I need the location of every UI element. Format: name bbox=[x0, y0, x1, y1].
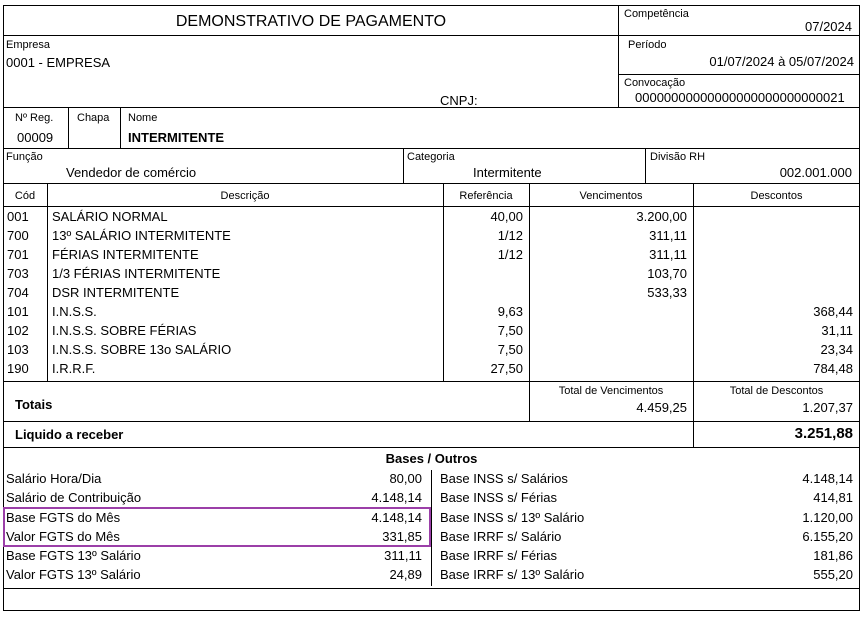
table-row bbox=[0, 227, 865, 245]
total-vencimentos-label: Total de Vencimentos bbox=[558, 385, 664, 397]
nreg-value: 00009 bbox=[17, 130, 54, 145]
divisao-value: 002.001.000 bbox=[779, 165, 852, 180]
base-value: 311,11 bbox=[384, 548, 422, 563]
chapa-label: Chapa bbox=[77, 112, 110, 124]
table-row bbox=[0, 284, 865, 302]
row-ref: 40,00 bbox=[490, 209, 523, 224]
base-label: Base INSS s/ 13º Salário bbox=[440, 510, 585, 525]
document-title: DEMONSTRATIVO DE PAGAMENTO bbox=[175, 13, 447, 30]
row-ref: 7,50 bbox=[497, 342, 523, 357]
base-value: 6.155,20 bbox=[802, 529, 853, 544]
row-desc-val: 23,34 bbox=[820, 342, 853, 357]
table-row bbox=[0, 341, 865, 359]
col-vencimentos: Vencimentos bbox=[579, 190, 643, 202]
row-cod: 101 bbox=[7, 304, 29, 319]
empresa-label: Empresa bbox=[6, 39, 51, 51]
periodo-value: 01/07/2024 à 05/07/2024 bbox=[709, 54, 854, 69]
base-label: Base IRRF s/ 13º Salário bbox=[440, 567, 585, 582]
base-value: 4.148,14 bbox=[371, 490, 422, 505]
base-label: Base IRRF s/ Férias bbox=[440, 548, 558, 563]
row-desc-val: 31,11 bbox=[821, 323, 853, 338]
nreg-label: Nº Reg. bbox=[15, 112, 54, 124]
funcao-label: Função bbox=[6, 151, 43, 163]
bases-right-row bbox=[0, 489, 865, 507]
competencia-label: Competência bbox=[624, 8, 689, 20]
footer-box bbox=[3, 588, 860, 611]
row-venc: 311,11 bbox=[649, 247, 687, 262]
fgts-highlight-box bbox=[3, 507, 431, 547]
row-cod: 700 bbox=[7, 228, 29, 243]
row-cod: 704 bbox=[7, 285, 29, 300]
empresa-box bbox=[3, 35, 619, 108]
table-row bbox=[0, 208, 865, 226]
base-label: Base INSS s/ Férias bbox=[440, 490, 558, 505]
base-label: Base FGTS 13º Salário bbox=[6, 548, 141, 563]
row-ref: 1/12 bbox=[497, 228, 523, 243]
table-row bbox=[0, 265, 865, 283]
row-cod: 103 bbox=[7, 342, 29, 357]
table-row bbox=[0, 322, 865, 340]
base-label: Salário Hora/Dia bbox=[6, 471, 102, 486]
row-cod: 703 bbox=[7, 266, 29, 281]
divisao-label: Divisão RH bbox=[650, 151, 706, 163]
table-row bbox=[0, 360, 865, 378]
base-value: 331,85 bbox=[382, 529, 422, 544]
row-desc: DSR INTERMITENTE bbox=[52, 285, 180, 300]
row-ref: 1/12 bbox=[497, 247, 523, 262]
nome-value: INTERMITENTE bbox=[128, 130, 225, 145]
row-cod: 001 bbox=[7, 209, 29, 224]
base-value: 80,00 bbox=[389, 471, 422, 486]
row-desc-val: 784,48 bbox=[813, 361, 853, 376]
row-cod: 190 bbox=[7, 361, 29, 376]
base-label: Base FGTS do Mês bbox=[6, 510, 121, 525]
competencia-value: 07/2024 bbox=[805, 19, 852, 34]
row-desc: SALÁRIO NORMAL bbox=[52, 209, 168, 224]
base-label: Base IRRF s/ Salário bbox=[440, 529, 562, 544]
row-cod: 102 bbox=[7, 323, 29, 338]
total-vencimentos-value: 4.459,25 bbox=[636, 400, 687, 415]
bases-right-row bbox=[0, 566, 865, 584]
base-label: Salário de Contribuição bbox=[6, 490, 142, 505]
convocacao-value: 00000000000000000000000000021 bbox=[635, 90, 845, 105]
base-value: 414,81 bbox=[813, 490, 853, 505]
base-label: Valor FGTS do Mês bbox=[6, 529, 120, 544]
row-venc: 3.200,00 bbox=[636, 209, 687, 224]
row-cod: 701 bbox=[7, 247, 29, 262]
col-referencia: Referência bbox=[459, 190, 513, 202]
col-cod: Cód bbox=[14, 190, 36, 202]
row-desc: I.R.R.F. bbox=[52, 361, 96, 376]
base-value: 181,86 bbox=[813, 548, 853, 563]
row-desc: I.N.S.S. SOBRE 13o SALÁRIO bbox=[52, 342, 232, 357]
base-label: Base INSS s/ Salários bbox=[440, 471, 568, 486]
row-venc: 311,11 bbox=[649, 228, 687, 243]
base-label: Valor FGTS 13º Salário bbox=[6, 567, 141, 582]
funcao-value: Vendedor de comércio bbox=[66, 165, 197, 180]
row-venc: 533,33 bbox=[647, 285, 687, 300]
categoria-value: Intermitente bbox=[473, 165, 542, 180]
row-desc: I.N.S.S. bbox=[52, 304, 97, 319]
row-ref: 27,50 bbox=[490, 361, 523, 376]
base-value: 4.148,14 bbox=[371, 510, 422, 525]
base-value: 24,89 bbox=[389, 567, 422, 582]
row-venc: 103,70 bbox=[647, 266, 687, 281]
base-value: 4.148,14 bbox=[802, 471, 853, 486]
periodo-label: Período bbox=[628, 39, 667, 51]
totais-label: Totais bbox=[15, 397, 53, 412]
table-row bbox=[0, 246, 865, 264]
row-desc-val: 368,44 bbox=[813, 304, 853, 319]
table-row bbox=[0, 303, 865, 321]
bases-right-row bbox=[0, 547, 865, 565]
col-descontos: Descontos bbox=[750, 190, 803, 202]
row-ref: 9,63 bbox=[497, 304, 523, 319]
base-value: 555,20 bbox=[813, 567, 853, 582]
liquido-label: Liquido a receber bbox=[15, 427, 124, 442]
bases-right-row bbox=[0, 470, 865, 488]
cnpj-label: CNPJ: bbox=[440, 93, 478, 108]
convocacao-label: Convocação bbox=[624, 77, 686, 89]
liquido-value: 3.251,88 bbox=[794, 425, 853, 442]
row-desc: I.N.S.S. SOBRE FÉRIAS bbox=[52, 323, 197, 338]
total-descontos-value: 1.207,37 bbox=[802, 400, 853, 415]
base-value: 1.120,00 bbox=[802, 510, 853, 525]
row-desc: 1/3 FÉRIAS INTERMITENTE bbox=[52, 266, 221, 281]
row-ref: 7,50 bbox=[497, 323, 523, 338]
empresa-value: 0001 - EMPRESA bbox=[6, 55, 111, 70]
row-desc: FÉRIAS INTERMITENTE bbox=[52, 247, 199, 262]
bases-title: Bases / Outros bbox=[385, 451, 478, 466]
row-desc: 13º SALÁRIO INTERMITENTE bbox=[52, 228, 231, 243]
col-descricao: Descrição bbox=[220, 190, 270, 202]
total-descontos-label: Total de Descontos bbox=[729, 385, 824, 397]
nome-label: Nome bbox=[128, 112, 158, 124]
categoria-label: Categoria bbox=[407, 151, 455, 163]
